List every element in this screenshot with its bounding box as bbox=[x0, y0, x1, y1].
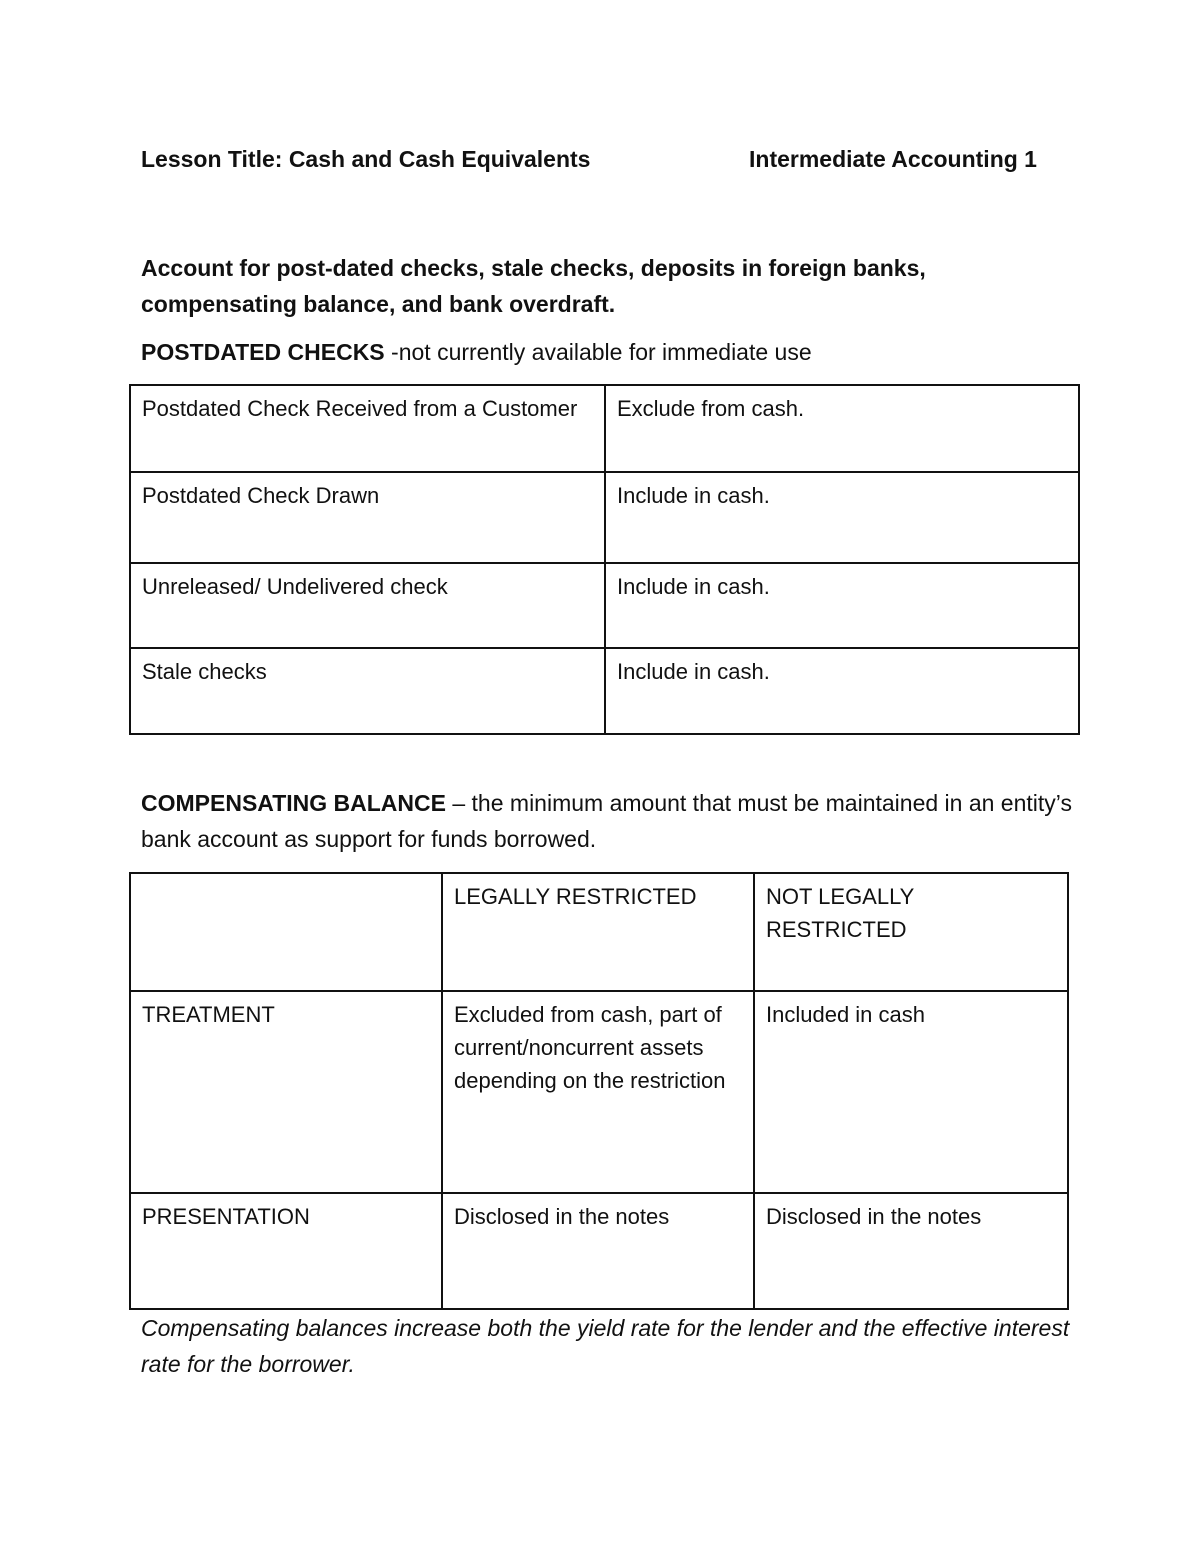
table-cell-item: Unreleased/ Undelivered check bbox=[130, 563, 605, 648]
table-cell-not-legally-restricted: Disclosed in the notes bbox=[754, 1193, 1068, 1309]
compensating-balance-heading bbox=[141, 785, 1101, 857]
treatment-line: depending on the restriction bbox=[454, 1068, 726, 1093]
table-header-not-legally-restricted: NOT LEGALLY RESTRICTED bbox=[754, 873, 1068, 991]
table-cell-not-legally-restricted: Included in cash bbox=[754, 991, 1068, 1193]
table-cell-item: Postdated Check Drawn bbox=[130, 472, 605, 563]
treatment-line: current/noncurrent assets bbox=[454, 1035, 704, 1060]
table-row bbox=[130, 1193, 1068, 1309]
table-cell-item: Stale checks bbox=[130, 648, 605, 734]
table-cell-treatment: Include in cash. bbox=[605, 563, 1079, 648]
table-cell-label: PRESENTATION bbox=[130, 1193, 442, 1309]
postdated-checks-heading bbox=[141, 334, 1101, 370]
compensating-balance-term: COMPENSATING BALANCE bbox=[141, 790, 446, 816]
table-cell-legally-restricted bbox=[442, 991, 754, 1193]
course-name: Intermediate Accounting 1 bbox=[749, 146, 1037, 172]
table-cell-legally-restricted: Disclosed in the notes bbox=[442, 1193, 754, 1309]
postdated-checks-term: POSTDATED CHECKS bbox=[141, 339, 385, 365]
postdated-checks-definition: -not currently available for immediate use bbox=[384, 339, 812, 365]
table-header-legally-restricted: LEGALLY RESTRICTED bbox=[442, 873, 754, 991]
objective-line-1: Account for post-dated checks, stale checks, deposits in foreign banks, bbox=[141, 255, 926, 281]
table-cell-label: TREATMENT bbox=[130, 991, 442, 1193]
table-row bbox=[130, 563, 1079, 648]
table-cell-item: Postdated Check Received from a Customer bbox=[130, 385, 605, 472]
table-header-empty bbox=[130, 873, 442, 991]
learning-objective bbox=[141, 250, 1081, 322]
table-row bbox=[130, 648, 1079, 734]
objective-line-2: compensating balance, and bank overdraft. bbox=[141, 291, 616, 317]
table-cell-treatment: Include in cash. bbox=[605, 472, 1079, 563]
table-row bbox=[130, 472, 1079, 563]
table-row bbox=[130, 385, 1079, 472]
table-row bbox=[130, 991, 1068, 1193]
postdated-checks-table bbox=[129, 384, 1080, 735]
italic-note: Compensating balances increase both the yield rate for the lender and the effective interest rate for the borrower. bbox=[141, 1315, 1070, 1377]
table-cell-treatment: Exclude from cash. bbox=[605, 385, 1079, 472]
treatment-line: Excluded from cash, part of bbox=[454, 1002, 722, 1027]
compensating-balance-definition: – the minimum amount that must be maintained in an entity’s bank account as support for funds borrowed. bbox=[141, 790, 1072, 852]
table-header-row bbox=[130, 873, 1068, 991]
lesson-title: Lesson Title: Cash and Cash Equivalents bbox=[141, 146, 591, 172]
table-cell-treatment: Include in cash. bbox=[605, 648, 1079, 734]
compensating-balance-table bbox=[129, 872, 1069, 1310]
